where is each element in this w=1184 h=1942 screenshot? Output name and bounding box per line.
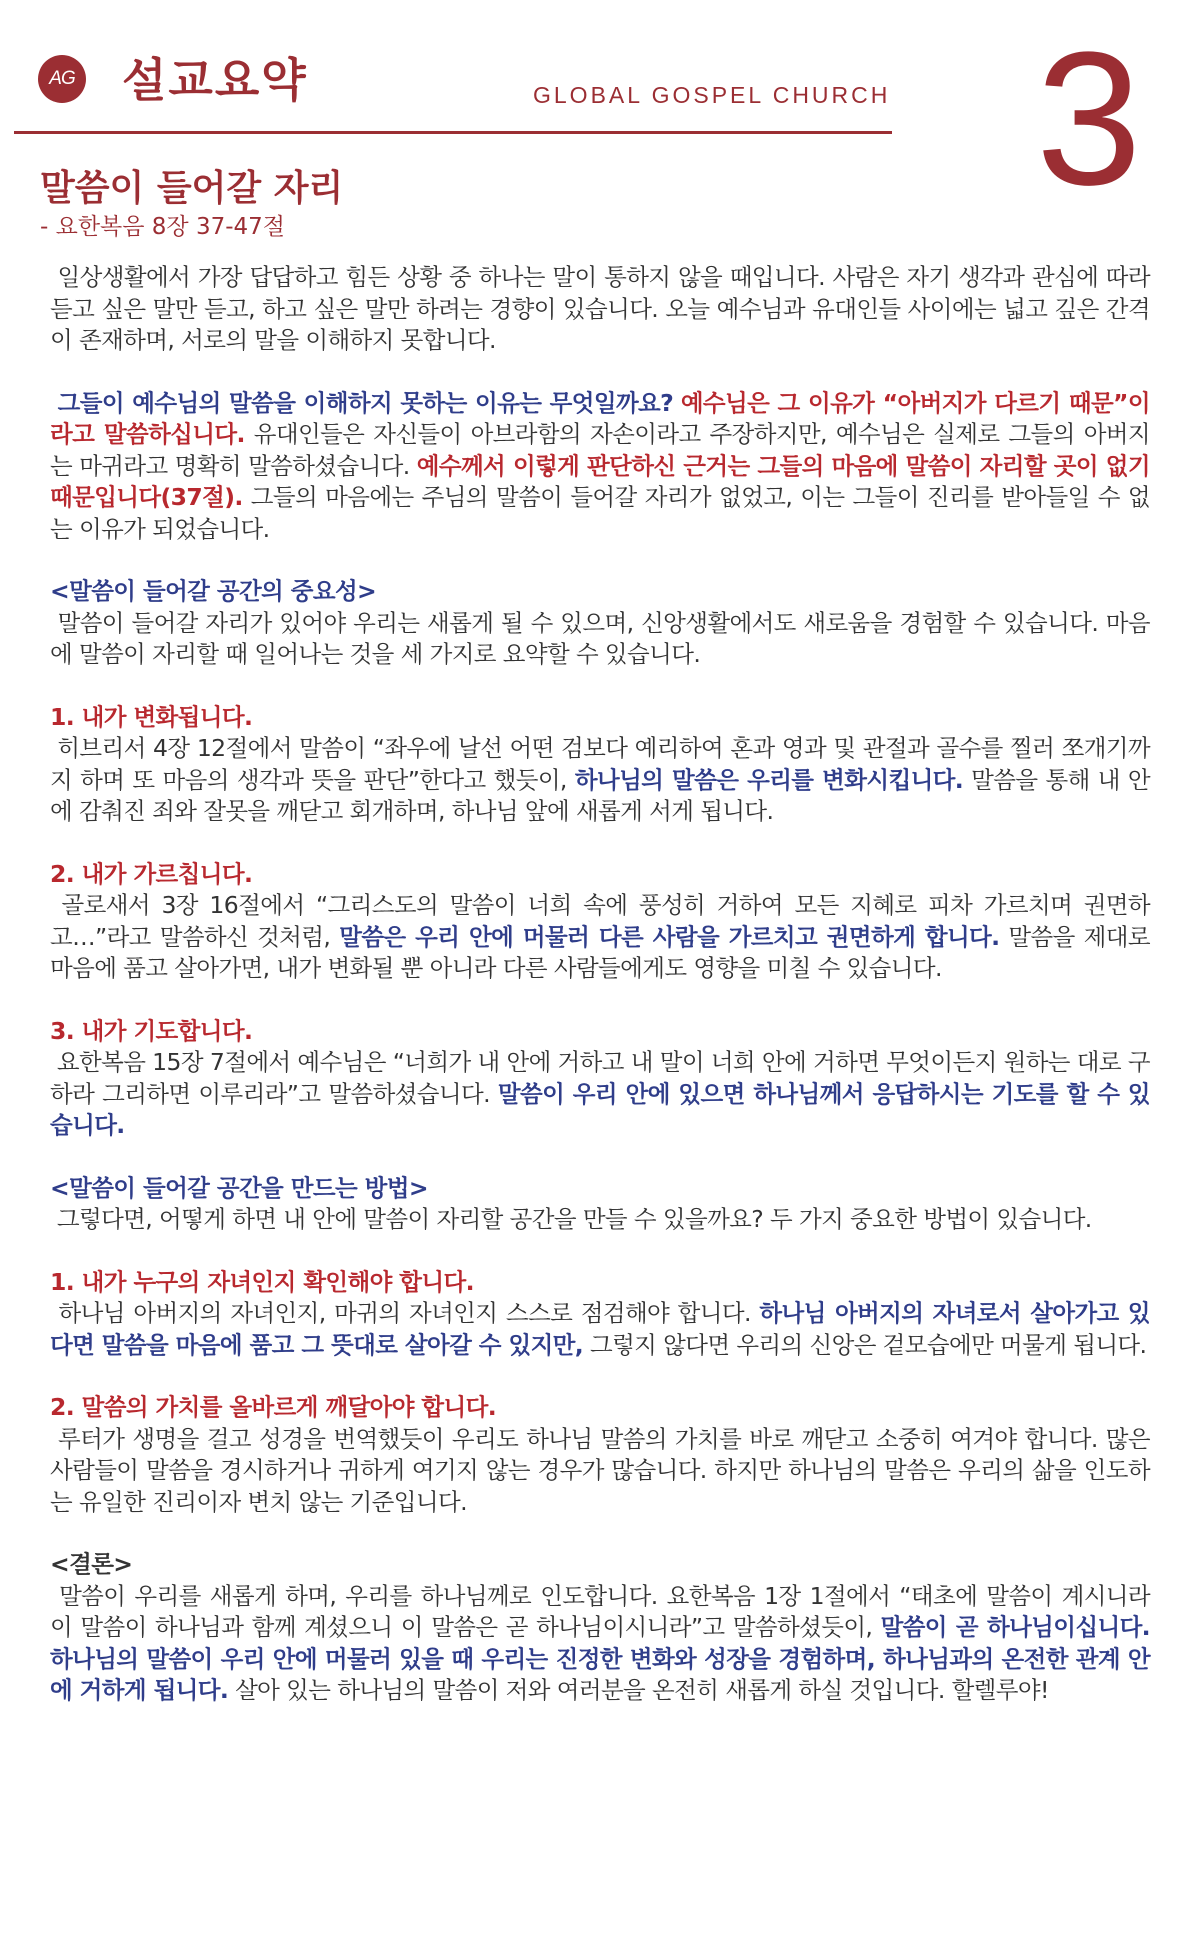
point-heading: 2. 내가 가르칩니다. xyxy=(50,859,253,888)
point-plain-2: 그렇지 않다면 우리의 신앙은 겉모습에만 머물게 됩니다. xyxy=(589,1330,1147,1359)
issue-number: 3 xyxy=(1036,13,1142,225)
intro-paragraph xyxy=(50,262,1150,357)
question-paragraph xyxy=(50,388,1150,546)
point-plain-1: 히브리서 4장 12절에서 말씀이 “좌우에 날선 어떤 검보다 예리하여 혼과 영과 및 관절과 골수를 찔러 쪼개기까지 하며 또 마음의 생각과 뜻을 판단”한다고 했듯이, xyxy=(50,734,1151,794)
method-section xyxy=(50,1173,1150,1236)
conclusion-plain-2: 살아 있는 하나님의 말씀이 저와 여러분을 온전히 새롭게 하실 것입니다. 할렐루야! xyxy=(235,1676,1049,1704)
point-heading: 1. 내가 변화됩니다. xyxy=(50,702,253,731)
point-plain-1: 요한복음 15장 7절에서 예수님은 “너희가 내 안에 거하고 내 말이 너희 안에 거하면 무엇이든지 원하는 대로 구하라 그리하면 이루리라”고 말씀하셨습니다. xyxy=(50,1048,1150,1108)
point-heading: 3. 내가 기도합니다. xyxy=(50,1016,253,1045)
sermon-title: 말씀이 들어갈 자리 xyxy=(40,168,344,209)
question-plain-2: 그들의 마음에는 주님의 말씀이 들어갈 자리가 없었고, 이는 그들이 진리를 받아들일 수 없는 이유가 되었습니다. xyxy=(50,483,1150,543)
question-text: 그들이 예수님의 말씀을 이해하지 못하는 이유는 무엇일까요? xyxy=(57,388,674,417)
intro-text: 일상생활에서 가장 답답하고 힘든 상황 중 하나는 말이 통하지 않을 때입니다. 사람은 자기 생각과 관심에 따라 듣고 싶은 말만 듣고, 하고 싶은 말만 하려는 경향이 있습니다. 오늘 예수님과 유대인들 사이에는 넓고 깊은 간격이 존재하며, 서로의 말을 이해하지 못합니다. xyxy=(50,263,1150,354)
header-divider xyxy=(14,131,892,134)
importance-heading: <말씀이 들어갈 공간의 중요성> xyxy=(50,577,377,605)
brand-title: 설교요약 xyxy=(122,53,308,107)
point-emphasis: 하나님 아버지의 자녀로서 살아가고 있다면 말씀을 마음에 품고 그 뜻대로 살아갈 수 있지만, xyxy=(50,1299,1151,1359)
point-plain-2: 말씀을 제대로 마음에 품고 살아가면, 내가 변화될 뿐 아니라 다른 사람들에게도 영향을 미칠 수 있습니다. xyxy=(50,922,1150,982)
point-emphasis: 말씀이 우리 안에 있으면 하나님께서 응답하시는 기도를 할 수 있습니다. xyxy=(50,1079,1151,1139)
importance-section xyxy=(50,576,1150,671)
method-heading: <말씀이 들어갈 공간을 만드는 방법> xyxy=(50,1173,428,1202)
answer-text: 예수님은 그 이유가 “아버지가 다르기 때문”이라고 말씀하십니다. xyxy=(50,388,1150,448)
conclusion-emphasis: 말씀이 곧 하나님이십니다. 하나님의 말씀이 우리 안에 머물러 있을 때 우리는 진정한 변화와 성장을 경험하며, 하나님과의 온전한 관계 안에 거하게 됩니다. xyxy=(50,1613,1150,1704)
question-plain-1: 유대인들은 자신들이 아브라함의 자손이라고 주장하지만, 예수님은 실제로 그들의 아버지는 마귀라고 명확히 말씀하셨습니다. xyxy=(50,420,1150,480)
conclusion-section xyxy=(50,1549,1150,1707)
method-text: 그렇다면, 어떻게 하면 내 안에 말씀이 자리할 공간을 만들 수 있을까요? 두 가지 중요한 방법이 있습니다. xyxy=(56,1205,1092,1233)
point-emphasis: 하나님의 말씀은 우리를 변화시킵니다. xyxy=(574,765,964,794)
reason-text: 예수께서 이렇게 판단하신 근거는 그들의 마음에 말씀이 자리할 곳이 없기 때문입니다(37절). xyxy=(50,451,1150,511)
church-name: GLOBAL GOSPEL CHURCH xyxy=(533,82,891,108)
conclusion-plain-1: 말씀이 우리를 새롭게 하며, 우리를 하나님께로 인도합니다. 요한복음 1장 1절에서 “태초에 말씀이 계시니라 이 말씀이 하나님과 함께 계셨으니 이 말씀은 곧 하나님이시니라”고 말씀하셨듯이, xyxy=(50,1581,1150,1641)
sermon-body xyxy=(50,262,1150,1738)
importance-point xyxy=(50,1016,1150,1142)
importance-point xyxy=(50,702,1150,828)
church-logo: AG xyxy=(38,55,86,103)
scripture-reference: - 요한복음 8장 37-47절 xyxy=(40,214,286,240)
conclusion-heading: <결론> xyxy=(50,1550,133,1578)
point-plain-1: 루터가 생명을 걸고 성경을 번역했듯이 우리도 하나님 말씀의 가치를 바로 깨닫고 소중히 여겨야 합니다. 많은 사람들이 말씀을 경시하거나 귀하게 여기지 않는 경우가 많습니다. 하지만 하나님의 말씀은 우리의 삶을 인도하는 유일한 진리이자 변치 않는 기준입니다. xyxy=(50,1424,1150,1516)
importance-point xyxy=(50,859,1150,985)
point-heading: 2. 말씀의 가치를 올바르게 깨달아야 합니다. xyxy=(50,1393,497,1421)
point-heading: 1. 내가 누구의 자녀인지 확인해야 합니다. xyxy=(50,1267,474,1296)
method-point xyxy=(50,1392,1150,1518)
point-plain-2: 말씀을 통해 내 안에 감춰진 죄와 잘못을 깨닫고 회개하며, 하나님 앞에 새롭게 서게 됩니다. xyxy=(50,765,1151,825)
point-emphasis: 말씀은 우리 안에 머물러 다른 사람을 가르치고 권면하게 합니다. xyxy=(339,922,1000,951)
method-point xyxy=(50,1267,1150,1362)
importance-text: 말씀이 들어갈 자리가 있어야 우리는 새롭게 될 수 있으며, 신앙생활에서도 새로움을 경험할 수 있습니다. 마음에 말씀이 자리할 때 일어나는 것을 세 가지로 요약할 수 있습니다. xyxy=(50,608,1150,668)
point-plain-1: 하나님 아버지의 자녀인지, 마귀의 자녀인지 스스로 점검해야 합니다. xyxy=(58,1299,751,1327)
point-plain-1: 골로새서 3장 16절에서 “그리스도의 말씀이 너희 속에 풍성히 거하여 모든 지혜로 피차 가르치며 권면하고…”라고 말씀하신 것처럼, xyxy=(50,891,1150,951)
